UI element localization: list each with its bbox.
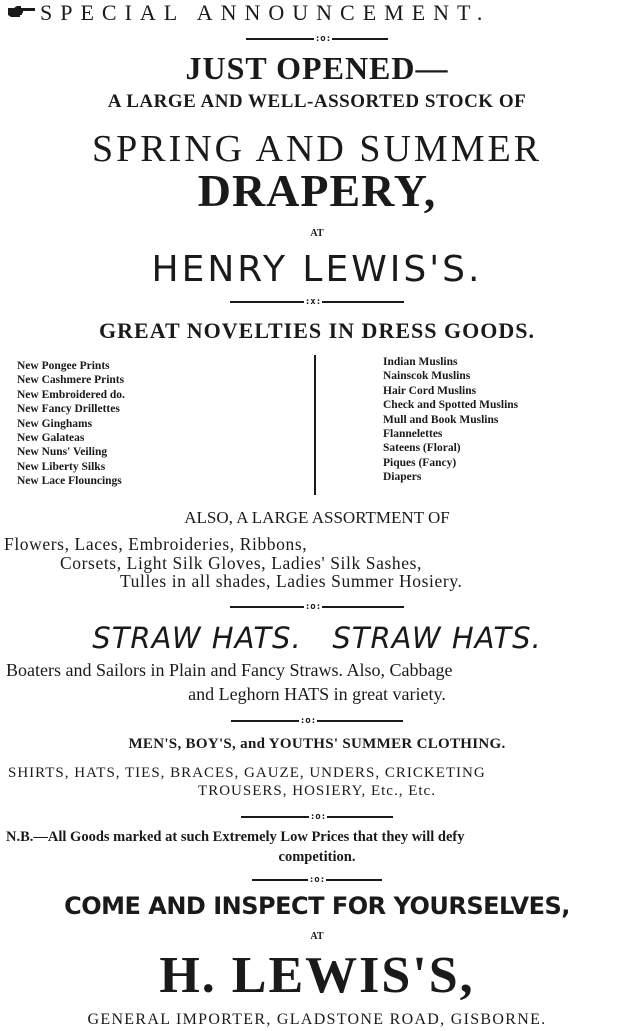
assortment-line: Tulles in all shades, Ladies Summer Hosiery.	[120, 571, 463, 591]
separator: :o:	[0, 812, 634, 822]
list-item: New Lace Flouncings	[17, 475, 122, 488]
goods-left-list	[17, 359, 125, 489]
merchant-name: HENRY LEWIS'S.	[151, 249, 483, 290]
headline: JUST OPENED—	[185, 50, 449, 86]
clothing-heading: MEN'S, BOY'S, and YOUTHS' SUMMER CLOTHING.	[128, 736, 506, 752]
novelties-heading: GREAT NOVELTIES IN DRESS GOODS.	[99, 318, 535, 343]
short-merchant-name: H. LEWIS'S,	[159, 947, 475, 1004]
subhead: A LARGE AND WELL-ASSORTED STOCK OF	[107, 91, 527, 112]
separator: :o:	[0, 716, 634, 726]
list-item: New Fancy Drillettes	[17, 403, 120, 416]
shirts-line: SHIRTS, HATS, TIES, BRACES, GAUZE, UNDERS, CRICKETING	[8, 765, 486, 781]
season: SPRING AND SUMMER	[91, 128, 543, 170]
list-item: New Pongee Prints	[17, 360, 110, 372]
list-item: Piques (Fancy)	[383, 456, 457, 469]
separator: :o:	[0, 875, 634, 885]
at-label: AT	[310, 931, 324, 942]
boaters-line: and Leghorn HATS in great variety.	[188, 684, 446, 704]
separator: :x:	[0, 297, 634, 307]
shirts-line: TROUSERS, HOSIERY, Etc., Etc.	[198, 783, 436, 799]
nota-bene-line: N.B.—All Goods marked at such Extremely Low Prices that they will defy	[6, 829, 465, 845]
address: GENERAL IMPORTER, GLADSTONE ROAD, GISBORNE.	[87, 1011, 547, 1028]
list-item: New Liberty Silks	[17, 460, 106, 473]
assortment-line: Flowers, Laces, Embroideries, Ribbons,	[4, 534, 308, 554]
list-item: Diapers	[383, 471, 422, 484]
list-item: Nainscok Muslins	[383, 370, 471, 383]
list-item: Check and Spotted Muslins	[383, 399, 519, 412]
list-item: New Cashmere Prints	[17, 374, 125, 387]
column-divider	[314, 355, 316, 495]
separator: :o:	[0, 34, 634, 44]
separator: :o:	[0, 602, 634, 612]
straw-hats-heading: STRAW HATS. STRAW HATS.	[92, 621, 542, 655]
list-item: Sateens (Floral)	[383, 442, 461, 455]
goods-right-list	[383, 355, 518, 485]
at-label: AT	[310, 228, 324, 239]
boaters-line: Boaters and Sailors in Plain and Fancy Straws. Also, Cabbage	[6, 660, 453, 680]
list-item: New Embroidered do.	[17, 388, 125, 401]
list-item: New Nuns' Veiling	[17, 446, 108, 459]
list-item: New Ginghams	[17, 417, 93, 430]
list-item: Mull and Book Muslins	[383, 413, 499, 426]
nota-bene-line: competition.	[278, 849, 356, 865]
list-item: New Galateas	[17, 432, 85, 445]
list-item: Flannelettes	[383, 428, 443, 441]
inspect-heading: COME AND INSPECT FOR YOURSELVES,	[64, 892, 570, 920]
also-heading: ALSO, A LARGE ASSORTMENT OF	[184, 508, 450, 527]
header: SPECIAL ANNOUNCEMENT.	[40, 0, 491, 25]
pointing-hand-icon	[6, 3, 36, 19]
list-item: Hair Cord Muslins	[383, 384, 477, 397]
assortment-line: Corsets, Light Silk Gloves, Ladies' Silk Sashes,	[60, 553, 423, 573]
list-item: Indian Muslins	[383, 356, 458, 368]
category: DRAPERY,	[197, 165, 437, 216]
